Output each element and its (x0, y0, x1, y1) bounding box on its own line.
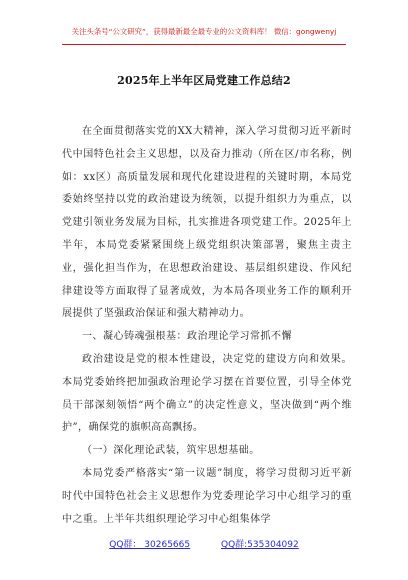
header-divider (62, 44, 346, 45)
document-body (62, 121, 352, 531)
subsection-heading: （一）深化理论武装，筑牢思想基础。 (82, 445, 260, 457)
header-banner: 关注头条号“公文研究”，获得最新最全最专业的公文资料库！ 微信：gongwenyj (71, 27, 337, 36)
subsection-paragraph: 本局党委严格落实“第一议题”制度，将学习贯彻习近平新时代中国特色社会主义思想作为党委理论学习中心组学习的重中之重。上半年共组织理论学习中心组集体学 (62, 467, 352, 525)
document-title: 2025年上半年区局党建工作总结2 (117, 74, 291, 87)
footer-qq-group-1[interactable]: QQ群： 30265665 (109, 540, 191, 550)
section-heading: 一、凝心铸魂强根基：政治理论学习常抓不懈 (82, 331, 292, 343)
footer-qq-group-2[interactable]: QQ群:535304092 (220, 540, 299, 550)
intro-paragraph: 在全面贯彻落实党的XX大精神，深入学习贯彻习近平新时代中国特色社会主义思想，以及奋力推动（所在区/市名称，例如：xx区）高质量发展和现代化建设进程的关键时期，本局党委始终坚持以党的政治建设为统领，以提升组织力为重点，以党建引领业务发展为目标，扎实推进各项党建工作。2025年上半年，本局党委紧紧围绕上级党组织决策部署，聚焦主责主业，强化担当作为，在思想政治建设、基层组织建设、作风纪律建设等方面取得了显著成效，为本局各项业务工作的顺利开展提供了坚强政治保证和强大精神动力。 (62, 126, 352, 320)
section-paragraph: 政治建设是党的根本性建设，决定党的建设方向和效果。本局党委始终把加强政治理论学习摆在首要位置，引导全体党员干部深刻领悟“两个确立”的决定性意义，坚决做到“两个维护”，确保党的旗帜高高飘扬。 (62, 353, 352, 434)
footer (0, 537, 408, 550)
